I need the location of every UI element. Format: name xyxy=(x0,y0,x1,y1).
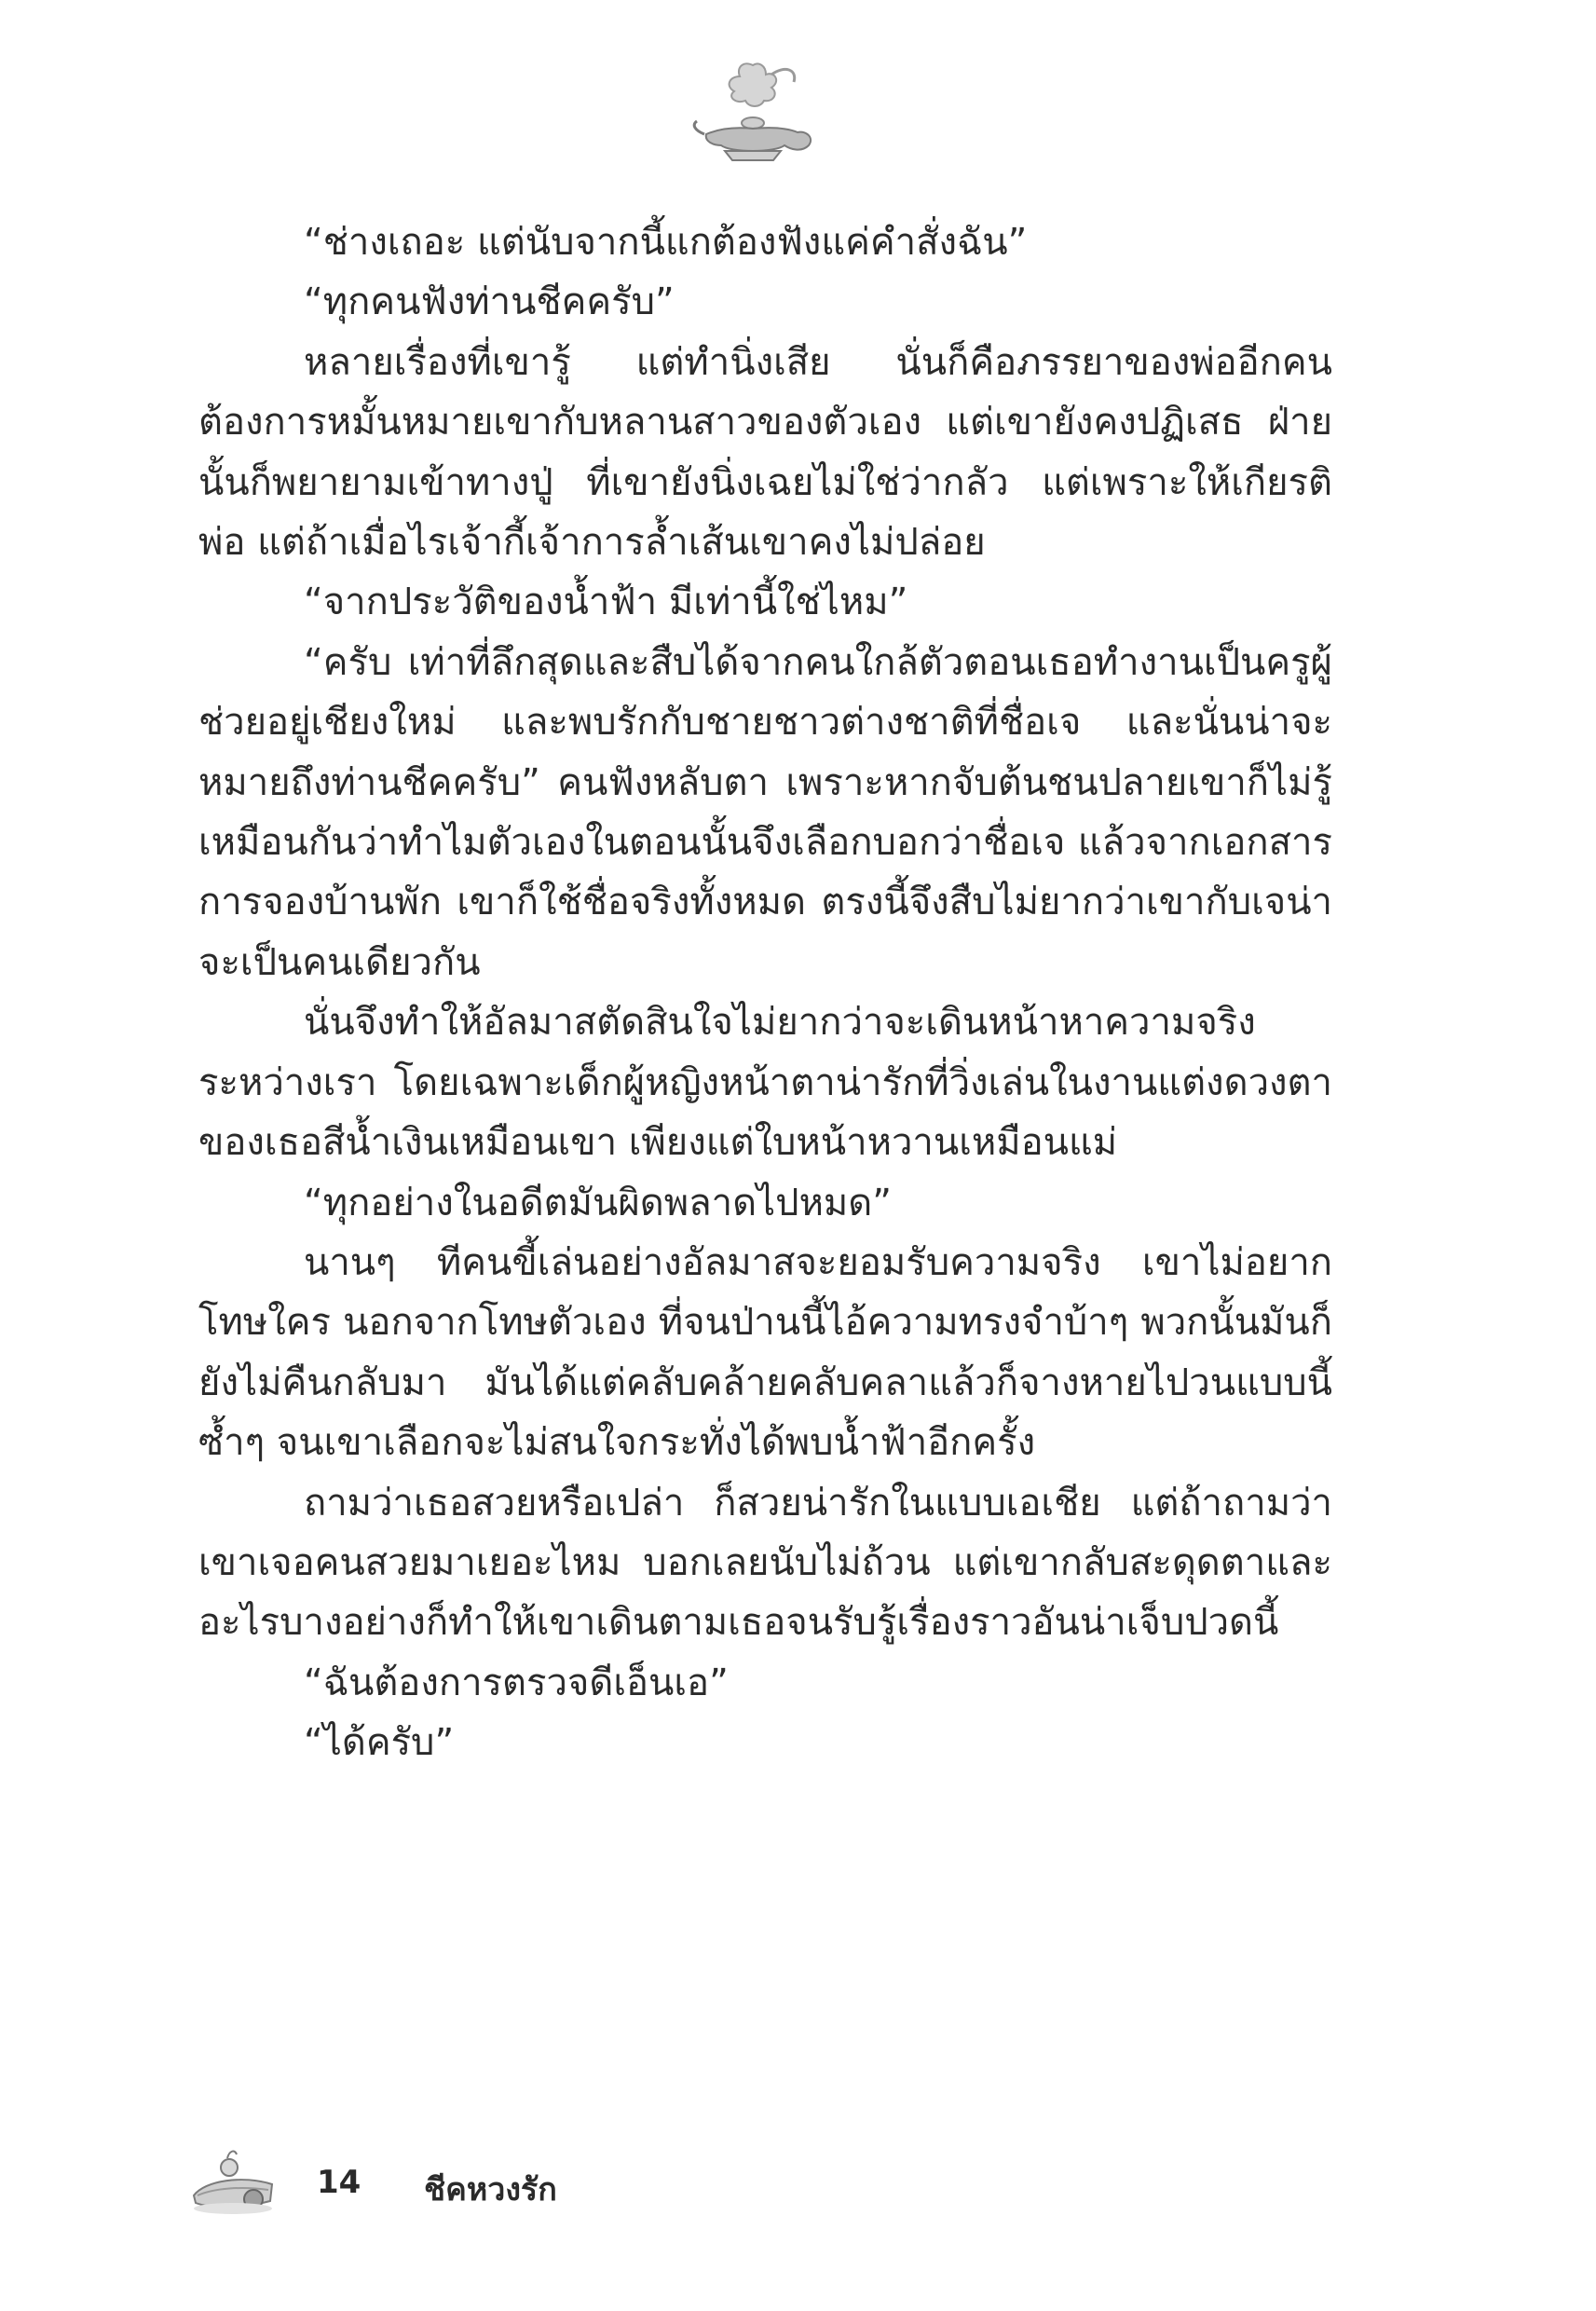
paragraph: หลายเรื่องที่เขารู้ แต่ทำนิ่งเสีย นั่นก็คือภรรยาของพ่ออีกคนต้องการหมั้นหมายเขากับหลานสาวของตัวเอง แต่เขายังคงปฏิเสธ ฝ่ายนั้นก็พยายามเข้าทางปู่ ที่เขายังนิ่งเฉยไม่ใช่ว่ากลัว แต่เพราะให้เกียรติพ่อ แต่ถ้าเมื่อไรเจ้ากี้เจ้าการล้ำเส้นเขาคงไม่ปล่อย xyxy=(198,340,1332,565)
paragraph: ถามว่าเธอสวยหรือเปล่า ก็สวยน่ารักในแบบเอเชีย แต่ถ้าถามว่าเขาเจอคนสวยมาเยอะไหม บอกเลยนับไม่ถ้วน แต่เขากลับสะดุดตาและอะไรบางอย่างก็ทำให้เขาเดินตามเธอจนรับรู้เรื่องราวอันน่าเจ็บปวดนี้ xyxy=(198,1481,1332,1645)
paragraph: นานๆ ทีคนขี้เล่นอย่างอัลมาสจะยอมรับความจริง เขาไม่อยากโทษใคร นอกจากโทษตัวเอง ที่จนป่านนี้ไอ้ความทรงจำบ้าๆ พวกนั้นมันก็ยังไม่คืนกลับมา มันได้แต่คลับคล้ายคลับคลาแล้วก็จางหายไปวนแบบนี้ซ้ำๆ จนเขาเลือกจะไม่สนใจกระทั่งได้พบน้ำฟ้าอีกครั้ง xyxy=(198,1240,1332,1465)
book-title: ชีคหวงรัก xyxy=(424,2171,557,2208)
paragraph: นั่นจึงทำให้อัลมาสตัดสินใจไม่ยากว่าจะเดินหน้าหาความจริงระหว่างเรา โดยเฉพาะเด็กผู้หญิงหน้าตาน่ารักที่วิ่งเล่นในงานแต่งดวงตาของเธอสีน้ำเงินเหมือนเขา เพียงแต่ใบหน้าหวานเหมือนแม่ xyxy=(198,1001,1332,1165)
paragraph: “ช่างเถอะ แต่นับจากนี้แกต้องฟังแค่คำสั่งฉัน” xyxy=(304,221,1028,264)
paragraph: “ทุกอย่างในอดีตมันผิดพลาดไปหมด” xyxy=(304,1181,892,1224)
lamp-genie-ornament-icon xyxy=(688,56,818,168)
page-number: 14 xyxy=(317,2164,361,2201)
cake-ornament-icon xyxy=(186,2143,280,2218)
paragraph: “ฉันต้องการตรวจดีเอ็นเอ” xyxy=(304,1661,729,1704)
paragraph: “ทุกคนฟังท่านชีคครับ” xyxy=(304,280,675,324)
paragraph: “ได้ครับ” xyxy=(304,1721,455,1765)
paragraph: “ครับ เท่าที่ลึกสุดและสืบได้จากคนใกล้ตัวตอนเธอทำงานเป็นครูผู้ช่วยอยู่เชียงใหม่ และพบรักกับชายชาวต่างชาติที่ชื่อเจ และนั่นน่าจะหมายถึงท่านชีคครับ” คนฟังหลับตา เพราะหากจับต้นชนปลายเขาก็ไม่รู้เหมือนกันว่าทำไมตัวเองในตอนนั้นจึงเลือกบอกว่าชื่อเจ แล้วจากเอกสารการจองบ้านพัก เขาก็ใช้ชื่อจริงทั้งหมด ตรงนี้จึงสืบไม่ยากว่าเขากับเจน่าจะเป็นคนเดียวกัน xyxy=(198,640,1332,984)
body-text xyxy=(198,212,1332,1773)
page-footer xyxy=(186,2143,745,2236)
paragraph: “จากประวัติของน้ำฟ้า มีเท่านี้ใช่ไหม” xyxy=(304,581,908,624)
